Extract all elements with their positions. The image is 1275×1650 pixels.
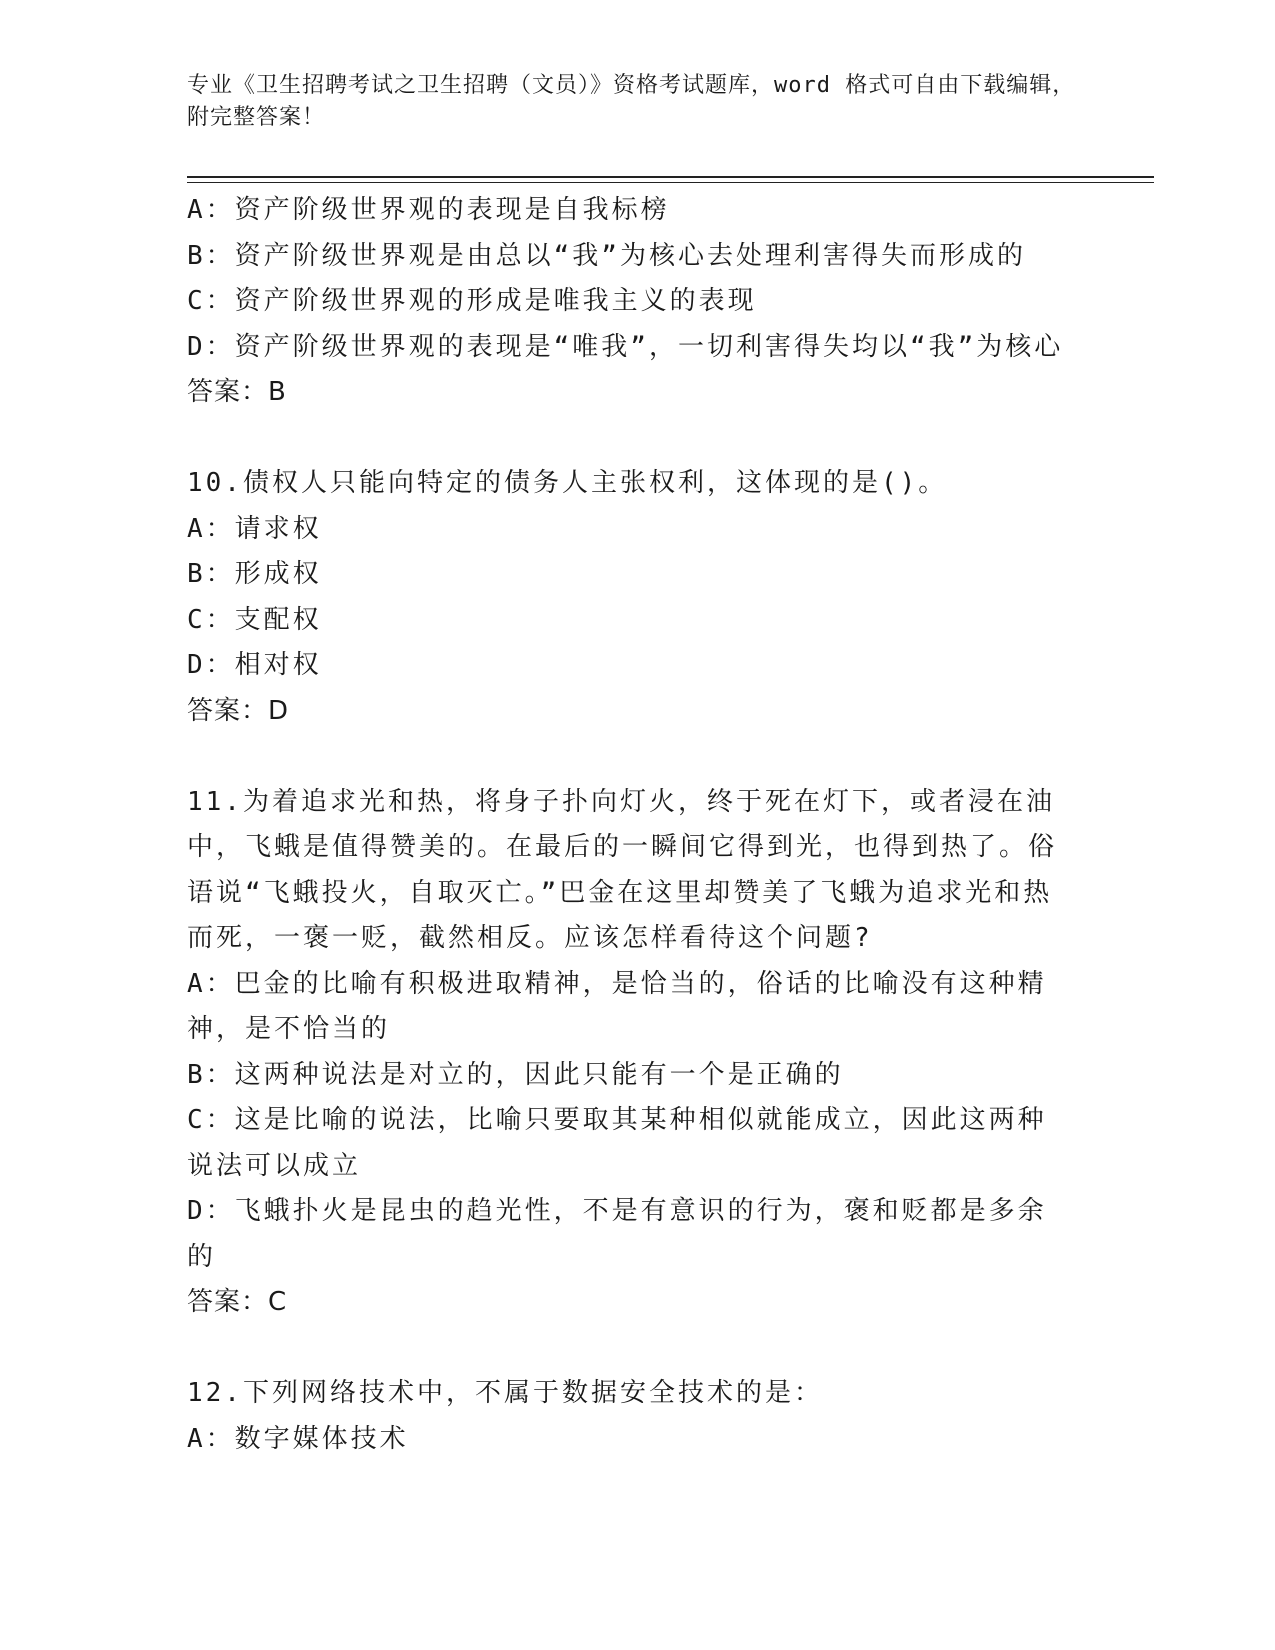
header-divider-thick: [187, 176, 1154, 178]
answer-label: 答案：: [187, 377, 269, 407]
answer-value: B: [268, 377, 287, 407]
option-b: B：资产阶级世界观是由总以“我”为核心去处理利害得失而形成的: [187, 240, 1026, 271]
question-list: [187, 188, 1072, 1462]
option-c: C：这是比喻的说法，比喻只要取其某种相似就能成立，因此这两种说法可以成立: [187, 1105, 1047, 1181]
option-a: A：资产阶级世界观的表现是自我标榜: [187, 195, 670, 225]
answer-line: [187, 370, 1072, 416]
question-text: 11.为着追求光和热，将身子扑向灯火，终于死在灯下，或者浸在油中，飞蛾是值得赞美的。在最后的一瞬间它得到光，也得到热了。俗语说“飞蛾投火，自取灭亡。”巴金在这里却赞美了飞蛾为追求光和热而死，一褒一贬，截然相反。应该怎样看待这个问题?: [187, 786, 1058, 953]
option-a: A：数字媒体技术: [187, 1423, 409, 1454]
option-d: D：飞蛾扑火是昆虫的趋光性，不是有意识的行为，褒和贬都是多余的: [187, 1196, 1047, 1272]
question-block-10: [187, 461, 1072, 734]
question-text: 12.下列网络技术中，不属于数据安全技术的是：: [187, 1378, 823, 1408]
option-b: B：形成权: [187, 559, 322, 589]
option-d: D：相对权: [187, 650, 322, 680]
spacer: [187, 416, 1072, 462]
question-block-12: [187, 1371, 1072, 1462]
answer-label: 答案：: [187, 695, 269, 726]
answer-value: C: [268, 1287, 288, 1317]
option-a: A：请求权: [187, 513, 322, 544]
question-text: 10.债权人只能向特定的债务人主张权利，这体现的是()。: [187, 468, 948, 498]
answer-line: [187, 1280, 1072, 1326]
option-b: B：这两种说法是对立的，因此只能有一个是正确的: [187, 1059, 844, 1090]
option-a: A：巴金的比喻有积极进取精神，是恰当的，俗话的比喻没有这种精神，是不恰当的: [187, 968, 1047, 1044]
spacer: [187, 734, 1072, 780]
spacer: [187, 1326, 1072, 1372]
option-c: C：资产阶级世界观的形成是唯我主义的表现: [187, 286, 757, 316]
question-block-11: [187, 780, 1072, 1326]
answer-value: D: [268, 695, 290, 726]
question-block-prev: [187, 188, 1072, 416]
header-divider-thin: [187, 182, 1154, 183]
document-header: 专业《卫生招聘考试之卫生招聘（文员）》资格考试题库，word 格式可自由下载编辑，附完整答案！: [187, 73, 1076, 130]
option-d: D：资产阶级世界观的表现是“唯我”，一切利害得失均以“我”为核心: [187, 331, 1064, 362]
option-c: C：支配权: [187, 604, 322, 635]
answer-line: [187, 689, 1072, 735]
answer-label: 答案：: [187, 1287, 269, 1317]
